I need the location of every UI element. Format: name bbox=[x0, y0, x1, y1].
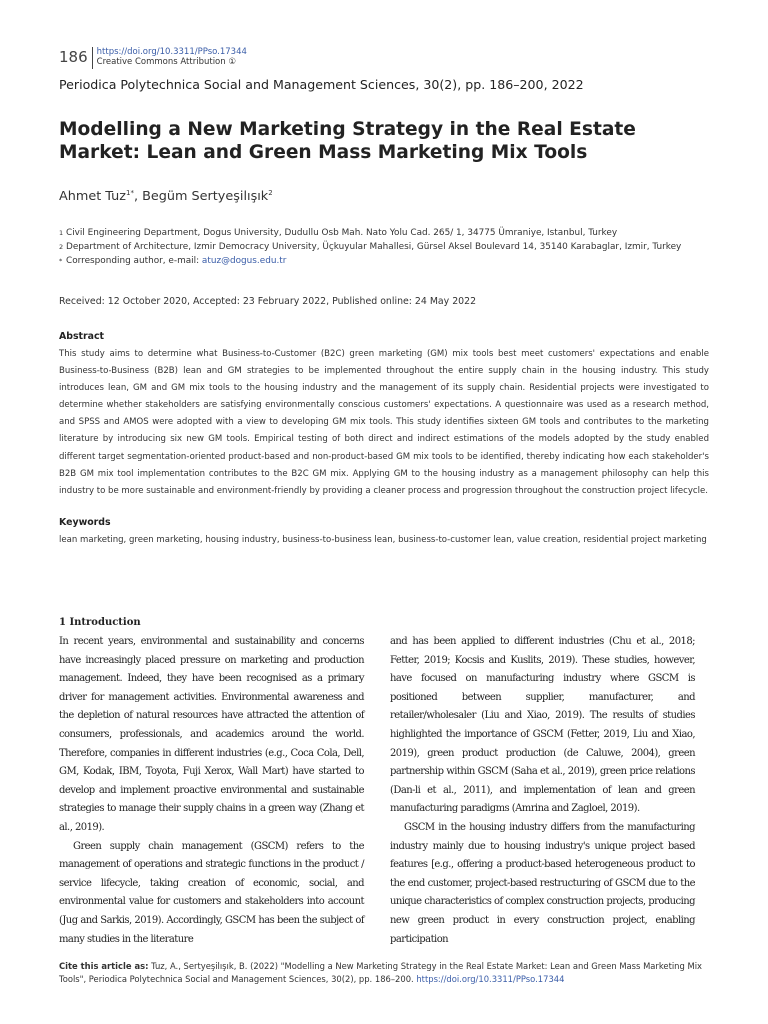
affiliation-1 bbox=[59, 227, 709, 241]
affiliation-mark: 2 bbox=[59, 242, 64, 251]
publication-dates: Received: 12 October 2020, Accepted: 23 February 2022, Published online: 24 May 2022 bbox=[59, 296, 477, 307]
header-doi-link[interactable]: https://doi.org/10.3311/PPso.17344 bbox=[96, 47, 247, 57]
cite-text: Tuz, A., Sertyeşilışık, B. (2022) "Modelling a New Marketing Strategy in the Real Estate Market: Lean and Green Mass Marketing Mix Tools", Periodica Polytechnica Social and Management Sciences, 30(2), pp. 186–200. bbox=[59, 961, 702, 984]
body-column-left bbox=[59, 633, 364, 949]
corresponding-label: Corresponding author, e-mail: bbox=[66, 255, 202, 266]
page-number: 186 bbox=[59, 48, 88, 66]
affiliations bbox=[59, 227, 709, 268]
corresponding-email-link[interactable]: atuz@dogus.edu.tr bbox=[201, 255, 287, 266]
author-name: Begüm Sertyeşilışık bbox=[142, 189, 269, 204]
body-paragraph: GSCM in the housing industry differs from the manufacturing industry mainly due to housing industry's unique project based features [e.g., offering a product-based heterogeneous product to the end customer, project-based restructuring of GSCM due to the unique characteristics of complex construction projects, producing new green product in every construction project, enabling participation bbox=[390, 821, 695, 945]
affiliation-mark: 1 bbox=[59, 229, 64, 237]
affiliation-text: Civil Engineering Department, Dogus University, Dudullu Osb Mah. Nato Yolu Cad. 265/ 1, 34775 Ümraniye, Istanbul, Turkey bbox=[66, 228, 618, 238]
page-header bbox=[59, 46, 247, 70]
corresponding-mark: * bbox=[59, 256, 63, 265]
journal-citation bbox=[59, 77, 584, 92]
body-paragraph: In recent years, environmental and sustainability and concerns have increasingly placed pressure on marketing and production management. Indeed, they have been recognised as a primary driver for management activities. Environmental awareness and the depletion of natural resources have attracted the attention of consumers, professionals, and academics around the world. Therefore, companies in different industries (e.g., Coca Cola, Dell, GM, Kodak, IBM, Toyota, Fuji Xerox, Wall Mart) have started to develop and implement proactive environmental and sustainable strategies to manage their supply chains in a green way (Zhang et al., 2019). bbox=[59, 636, 364, 833]
abstract-heading: Abstract bbox=[59, 331, 105, 342]
license-text: Creative Commons Attribution ① bbox=[96, 57, 236, 67]
abstract-text: This study aims to determine what Business-to-Customer (B2C) green marketing (GM) mix tools best meet customers' expectations and enable Business-to-Business (B2B) lean and GM strategies to be implemented throughout the entire supply chain in the housing industry. This study introduces lean, GM and GM mix tools to the housing industry and the management of its supply chain. Residential projects were investigated to determine whether stakeholders are satisfying environmentally conscious customers' expectations. A questionnaire was used as a research method, and SPSS and AMOS were adopted with a view to developing GM mix tools. This study identifies sixteen GM tools and contributes to the marketing literature by introducing six new GM tools. Empirical testing of both direct and indirect estimations of the models adopted by the study enabled different target segmentation-oriented product-based and non-product-based GM mix tools to be identified, thereby indicating how each stakeholder's B2B GM mix tool implementation contributes to the B2C GM mix. Applying GM to the housing industry as a management philosophy can help this industry to be more sustainable and environment-friendly by providing a cleaner process and progression throughout the construction project lifecycle. bbox=[59, 349, 709, 496]
author-sup: 1* bbox=[126, 189, 134, 197]
paper-title: Modelling a New Marketing Strategy in the Real Estate Market: Lean and Green Mass Marketing Mix Tools bbox=[59, 119, 636, 163]
journal-name: Periodica Polytechnica Social and Management Sciences bbox=[59, 77, 416, 92]
header-meta bbox=[97, 46, 247, 67]
affiliation-text: Department of Architecture, Izmir Democracy University, Üçkuyular Mahallesi, Gürsel Aksel Boulevard 14, 35140 Karabaglar, Izmir, Turkey bbox=[66, 241, 682, 252]
cite-label: Cite this article as: bbox=[59, 961, 149, 971]
author-list: Ahmet Tuz$^{1*}$, Begüm Sertyeşilışık$^2$ bbox=[59, 189, 273, 204]
affiliation-2 bbox=[59, 241, 709, 255]
author-name: Ahmet Tuz bbox=[59, 189, 126, 204]
journal-volume: , 30(2), pp. 186–200, 2022 bbox=[415, 77, 584, 92]
author-sup: 2 bbox=[268, 189, 273, 197]
header-divider bbox=[92, 47, 93, 69]
footer-doi-link[interactable]: https://doi.org/10.3311/PPso.17344 bbox=[416, 974, 565, 984]
section-heading-introduction: 1 Introduction bbox=[59, 617, 141, 628]
body-paragraph: and has been applied to different industries (Chu et al., 2018; Fetter, 2019; Kocsis and Kuslits, 2019). These studies, however, have focused on manufacturing industry where GSCM is positioned between supplier, manufacturer, and retailer/wholesaler (Liu and Xiao, 2019). The results of studies highlighted the importance of GSCM (Fetter, 2019, Liu and Xiao, 2019), green product production (de Caluwe, 2004), green partnership within GSCM (Saha et al., 2019), green price relations (Dan-li et al., 2011), and implementation of lean and green manufacturing paradigms (Amrina and Zagloel, 2019). bbox=[390, 636, 695, 815]
corresponding-author bbox=[59, 255, 709, 269]
body-paragraph: Green supply chain management (GSCM) refers to the management of operations and strategic functions in the product / service lifecycle, taking creation of economic, social, and environmental value for customers and stakeholders into account (Jug and Sarkis, 2019). Accordingly, GSCM has been the subject of many studies in the literature bbox=[59, 840, 364, 945]
citation-footer bbox=[59, 960, 709, 986]
body-column-right bbox=[390, 633, 695, 949]
keywords-heading: Keywords bbox=[59, 517, 111, 528]
keywords-text: lean marketing, green marketing, housing industry, business-to-business lean, business-to-customer lean, value creation, residential project marketing bbox=[59, 535, 707, 545]
